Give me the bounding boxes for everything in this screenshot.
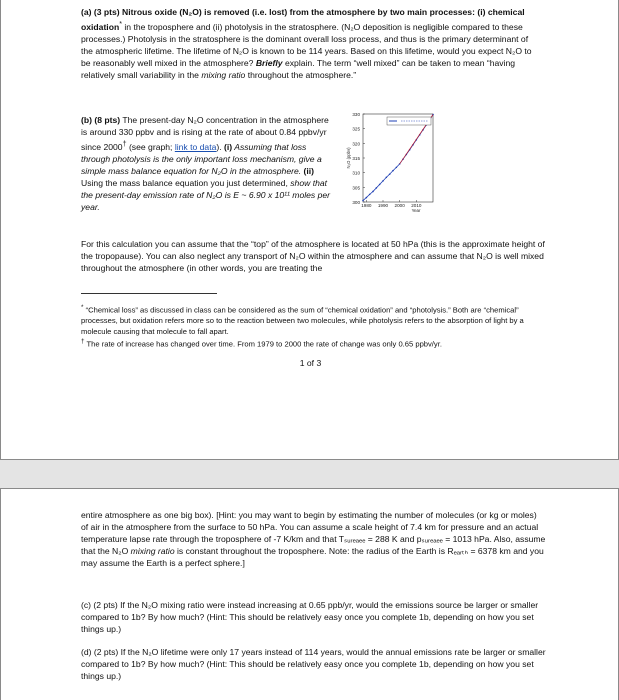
data-point	[389, 173, 391, 175]
chart-legend	[387, 117, 431, 125]
data-point	[376, 187, 378, 189]
series-line	[363, 115, 433, 201]
page-2	[0, 488, 619, 700]
chart-ticks	[346, 112, 422, 213]
q1a-label: (a) (3 pts) Nitrous oxide (N₂O) is removed (i.e. lost) from the atmosphere by two main processes: (i) chemical oxidation	[81, 7, 525, 32]
q1b-part-ii: (ii)	[301, 165, 315, 176]
question-1d: (d) (2 pts) If the N₂O lifetime were only 17 years instead of 114 years, would the annual emissions rate be larger or smaller compared to 1b? By how much? (Hint: This should be relatively easy once you complete 1b, depending on how you set things up.)	[81, 647, 546, 681]
footnote-2: The rate of increase has changed over time. From 1979 to 2000 the rate of change was only 0.65 ppbv/yr.	[84, 339, 442, 349]
footnotes	[81, 303, 546, 350]
y-axis-label: N₂O (ppbv)	[346, 147, 351, 169]
q1a-text-3: throughout the atmosphere.”	[245, 69, 357, 80]
q1b-part-i: (i)	[224, 141, 233, 152]
q1a-text: in the troposphere and (ii) photolysis in the stratosphere. (N₂O deposition is negligible compared to these processes.) Photolysis in the stratosphere is the dominant overall loss process, and thus is the primary determinant of the atmospheric lifetime. The lifetime of N₂O is known to be 114 years. Based on this lifetime, would you expect N₂O to be reasonably well mixed in the atmosphere?	[81, 21, 532, 68]
q1b-footnote-mark: †	[122, 140, 127, 148]
data-point	[369, 194, 371, 196]
y-tick-label: 300	[352, 200, 360, 205]
chart-series	[362, 114, 434, 202]
q1a-briefly: Briefly	[255, 57, 283, 68]
data-point	[396, 167, 398, 169]
q1b-italic-2: show that the present-day emission rate of N₂O is E ~ 6.90 x 10¹¹ moles per year.	[81, 177, 331, 212]
q1b-text-3: ).	[216, 141, 225, 152]
q1b-text-1: The present-day N₂O concentration in the atmosphere is around 330 ppbv and is rising at the rate of about 0.84 ppbv/yr since 2000	[81, 115, 329, 152]
q1a-mixing-ratio: mixing ratio	[201, 69, 246, 80]
plot-frame	[363, 114, 433, 202]
question-1b	[81, 114, 333, 213]
question-1b-continued	[81, 238, 546, 274]
y-tick-label: 325	[352, 126, 360, 132]
q1b-label: (b) (8 pts)	[81, 115, 121, 125]
footnote-2-mark: †	[81, 338, 85, 346]
chart-axes	[363, 114, 433, 202]
y-tick-label: 310	[352, 170, 360, 176]
data-point	[372, 191, 374, 193]
x-tick-label: 1990	[377, 203, 389, 208]
continuation-text-2: is constant throughout the troposphere. Note: the radius of the Earth is Rₑₐᵣₜₕ = 6378 km and you may assume the Earth is a perfect sphere.]	[81, 546, 544, 568]
q1b-italic-1: Assuming that loss through photolysis is the only important loss mechanism, give a simple mass balance equation for N₂O in the atmosphere.	[81, 141, 322, 176]
q1b-text-5: For this calculation you can assume that the “top” of the atmosphere is located at 50 hPa (this is the approximate height of the tropopause). You can also neglect any transport of N₂O within the atmosphere and can assume that N₂O is well mixed throughout the atmosphere (in other words, you are treating the	[81, 239, 545, 273]
page-number: 1 of 3	[299, 358, 322, 368]
y-tick-label: 315	[352, 156, 360, 161]
data-point	[386, 177, 388, 179]
question-1a	[81, 6, 537, 81]
q1b-text-2: (see graph;	[126, 141, 175, 152]
data-point	[366, 197, 368, 199]
data-point	[392, 170, 394, 172]
x-tick-label: 2010	[411, 203, 422, 208]
continuation-italic: mixing ratio	[130, 546, 175, 556]
data-link[interactable]: link to data	[174, 141, 217, 152]
data-point	[362, 200, 364, 202]
data-point	[379, 184, 381, 186]
question-1c: (c) (2 pts) If the N₂O mixing ratio were instead increasing at 0.65 ppb/yr, would the emissions source be larger or smaller compared to 1b? By how much? (Hint: This should be relatively easy once you complete 1b, depending on how you set things up.)	[81, 600, 539, 634]
q1a-text-2: explain. The term “well mixed” can be taken to mean “having relatively small variability in the	[81, 57, 516, 80]
x-axis-label: Year	[411, 208, 421, 213]
data-point	[382, 180, 384, 182]
page-gap	[0, 460, 619, 488]
q1a-footnote-mark: *	[119, 20, 122, 28]
continuation-text: entire atmosphere as one big box). [Hint: you may want to begin by estimating the number of molecules (or kg or moles) of air in the atmosphere from the surface to 50 hPa. You can assume a scale height of 7.4 km for pressure and an actual temperature lapse rate through the troposphere of -7 K/km and that Tₛᵤᵣₑₐₑₑ = 288 K and pₛᵤᵣₑₐₑₑ = 1013 hPa. Also, assume that the N₂O	[81, 510, 546, 556]
footnote-1-mark: *	[81, 304, 84, 311]
y-tick-label: 330	[352, 112, 360, 117]
n2o-chart	[339, 110, 459, 214]
x-tick-label: 2000	[394, 203, 405, 208]
x-tick-label: 1980	[361, 203, 372, 208]
question-1b-continuation	[81, 509, 546, 569]
y-tick-label: 305	[352, 185, 360, 191]
q1b-text-4: Using the mass balance equation you just determined,	[81, 177, 291, 188]
y-tick-label: 320	[352, 141, 360, 147]
footnote-rule	[81, 293, 217, 294]
footnote-1: “Chemical loss” as discussed in class can be considered as the sum of “chemical oxidation” and “photolysis.” Both are “chemical” processes, but oxidation refers more so to the reaction between two molecules, while photolysis refers to the absorption of light by a molecule causing that molecule to fall apart.	[81, 305, 524, 336]
